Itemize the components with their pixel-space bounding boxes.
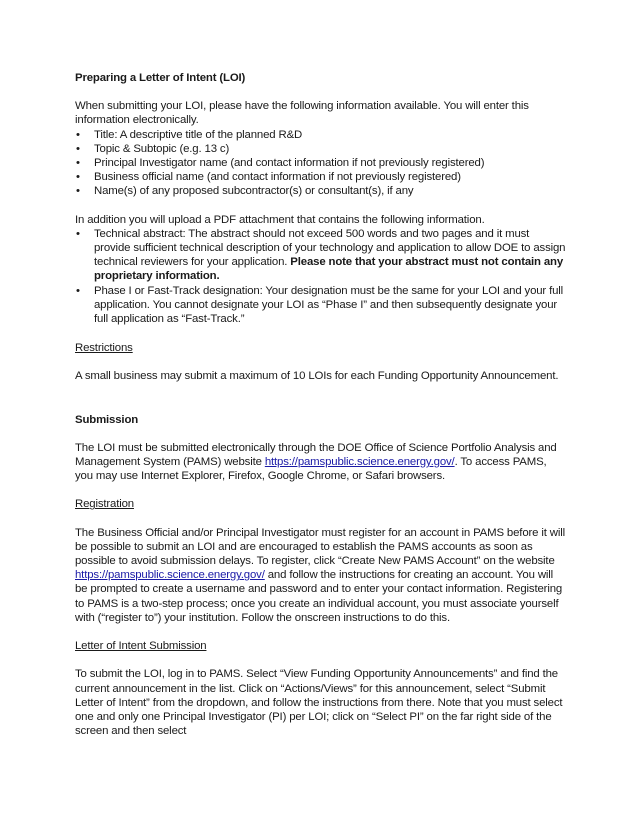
list-item-technical-abstract: • Technical abstract: The abstract should not exceed 500 words and two pages and it must provide sufficient technical description of your technology and application to allow DOE to assign technical reviewers for your application. Please note that your abstract must not contain any proprietary information.	[76, 227, 566, 283]
list-item-phase-designation: • Phase I or Fast-Track designation: Your designation must be the same for your LOI and your full application. You cannot designate your LOI as “Phase I” and then subsequently designate your full application as “Fast-Track.”	[76, 284, 564, 326]
bullet-icon: •	[76, 157, 80, 170]
loi-heading: Preparing a Letter of Intent (LOI)	[75, 72, 246, 84]
loi-intro-paragraph: When submitting your LOI, please have the following information available. You will enter this information electronically.	[75, 100, 529, 127]
bullet-icon: •	[76, 171, 80, 184]
list-item: • Title: A descriptive title of the planned R&D	[76, 128, 303, 141]
list-item: • Business official name (and contact information if not previously registered)	[76, 171, 461, 184]
pdf-intro-paragraph: In addition you will upload a PDF attachment that contains the following information.	[75, 213, 485, 226]
list-item: • Topic & Subtopic (e.g. 13 c)	[76, 142, 230, 155]
loi-submission-paragraph: To submit the LOI, log in to PAMS. Select “View Funding Opportunity Announcements” and find the current announcement in the list. Click on “Actions/Views” for this announcement, select “Submit Letter of Intent” from the dropdown, and follow the instructions from there. Note that you must select one and only one Principal Investigator (PI) per LOI; click on “Select PI” on the far right side of the screen and then select	[75, 668, 563, 738]
submission-paragraph: The LOI must be submitted electronically through the DOE Office of Science Portfolio Analysis and Management System (PAMS) website https://pamspublic.science.energy.gov/. To access PAMS, you may use Internet Explorer, Firefox, Google Chrome, or Safari browsers.	[75, 441, 557, 483]
loi-submission-heading: Letter of Intent Submission	[75, 640, 207, 653]
submission-heading: Submission	[75, 413, 139, 426]
loi-info-list	[75, 128, 567, 199]
bullet-icon: •	[76, 284, 80, 297]
document-page	[75, 71, 567, 738]
restrictions-heading: Restrictions	[75, 342, 133, 355]
abstract-warning: Please note that your abstract must not contain any proprietary information.	[94, 256, 564, 283]
bullet-icon: •	[76, 185, 80, 198]
bullet-icon: •	[76, 128, 80, 141]
pdf-content-list	[75, 227, 567, 326]
pams-website-link[interactable]: https://pamspublic.science.energy.gov/	[264, 456, 455, 469]
pams-register-link[interactable]: https://pamspublic.science.energy.gov/	[75, 569, 265, 582]
bullet-icon: •	[76, 227, 80, 240]
registration-paragraph: The Business Official and/or Principal Investigator must register for an account in PAMS before it will be possible to submit an LOI and are encouraged to establish the PAMS accounts as soon as possible to avoid submission delays. To register, click “Create New PAMS Account” on the website https://pamspublic.science.energy.gov/ and follow the instructions for creating an account. You will be prompted to create a username and password and to enter your contact information. Registering to PAMS is a two-step process; once you create an individual account, you must associate yourself with (“register to”) your institution. Follow the onscreen instructions to do this.	[75, 526, 565, 624]
list-item: • Name(s) of any proposed subcontractor(s) or consultant(s), if any	[76, 185, 414, 198]
bullet-icon: •	[76, 142, 80, 155]
list-item: • Principal Investigator name (and contact information if not previously registered)	[76, 157, 485, 170]
registration-heading: Registration	[75, 498, 134, 511]
restrictions-paragraph: A small business may submit a maximum of 10 LOIs for each Funding Opportunity Announcement.	[75, 370, 559, 383]
